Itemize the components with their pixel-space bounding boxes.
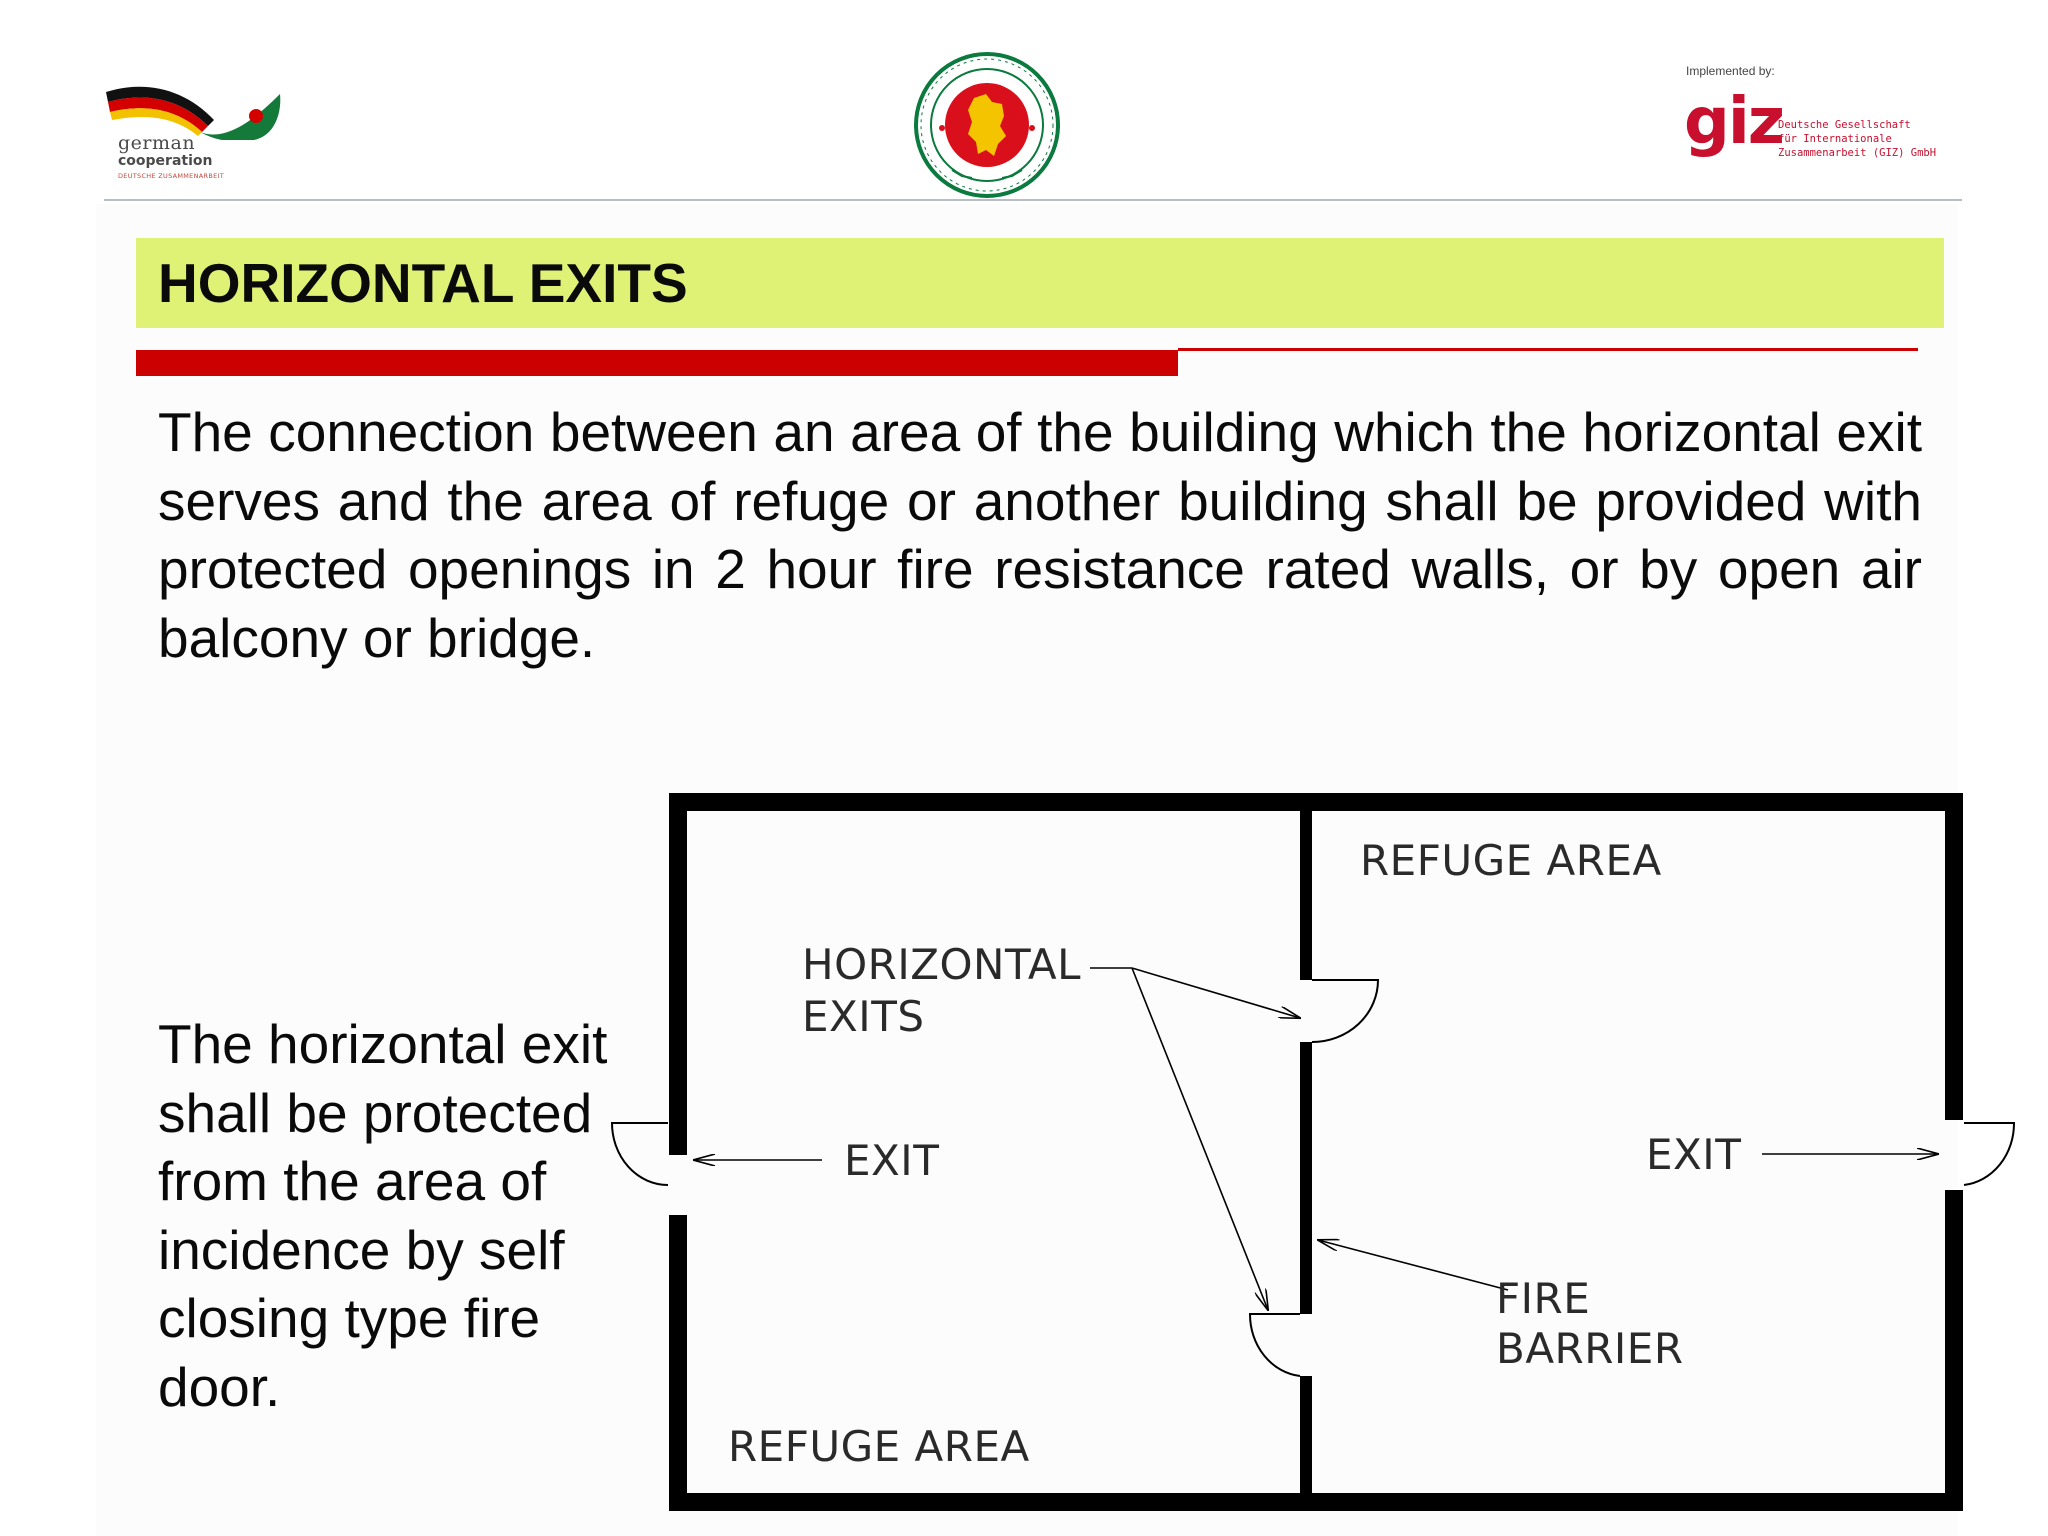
bangladesh-government-seal (912, 50, 1062, 200)
side-paragraph: The horizontal exit shall be protected from the area of incidence by self closing type fire door. (158, 1013, 608, 1418)
title-underline-thick (136, 350, 1178, 376)
giz-desc-line3: Zusammenarbeit (GIZ) GmbH (1778, 147, 1937, 159)
exit-right-label: EXIT (1646, 1130, 1742, 1179)
government-seal-icon (912, 50, 1062, 200)
refuge-area-bottom-label: REFUGE AREA (728, 1422, 1030, 1471)
implemented-by-label: Implemented by: (1686, 64, 1775, 78)
slide-title: HORIZONTAL EXITS (158, 252, 688, 314)
floor-plan-drawing (600, 780, 2020, 1520)
giz-desc-line2: für Internationale (1778, 133, 1892, 145)
header-divider (104, 199, 1962, 201)
german-cooperation-line1: german (118, 132, 196, 154)
german-cooperation-line3: DEUTSCHE ZUSAMMENARBEIT (118, 172, 224, 180)
german-cooperation-logo (104, 80, 294, 190)
horizontal-exits-label-line2: EXITS (802, 992, 925, 1041)
title-underline-thin (1178, 348, 1918, 351)
giz-logo (1686, 62, 1956, 182)
german-cooperation-line2: cooperation (118, 153, 213, 169)
horizontal-exits-label-line1: HORIZONTAL (802, 940, 1081, 989)
giz-desc-line1: Deutsche Gesellschaft (1778, 119, 1911, 131)
fire-barrier-label-line1: FIRE (1496, 1274, 1591, 1323)
horizontal-exits-diagram (600, 780, 2020, 1520)
fire-barrier-label-line2: BARRIER (1496, 1324, 1684, 1373)
refuge-area-top-label: REFUGE AREA (1360, 836, 1662, 885)
giz-wordmark: giz (1684, 85, 1783, 159)
giz-description (1778, 118, 1936, 160)
intro-paragraph: The connection between an area of the building which the horizontal exit serves and the area of refuge or another building shall be provided with protected openings in 2 hour fire resistance rated walls, or by open air balcony or bridge. (158, 401, 1922, 669)
exit-left-label: EXIT (844, 1136, 940, 1185)
title-bar (136, 238, 1944, 328)
german-flag-swoosh-icon (104, 80, 294, 140)
